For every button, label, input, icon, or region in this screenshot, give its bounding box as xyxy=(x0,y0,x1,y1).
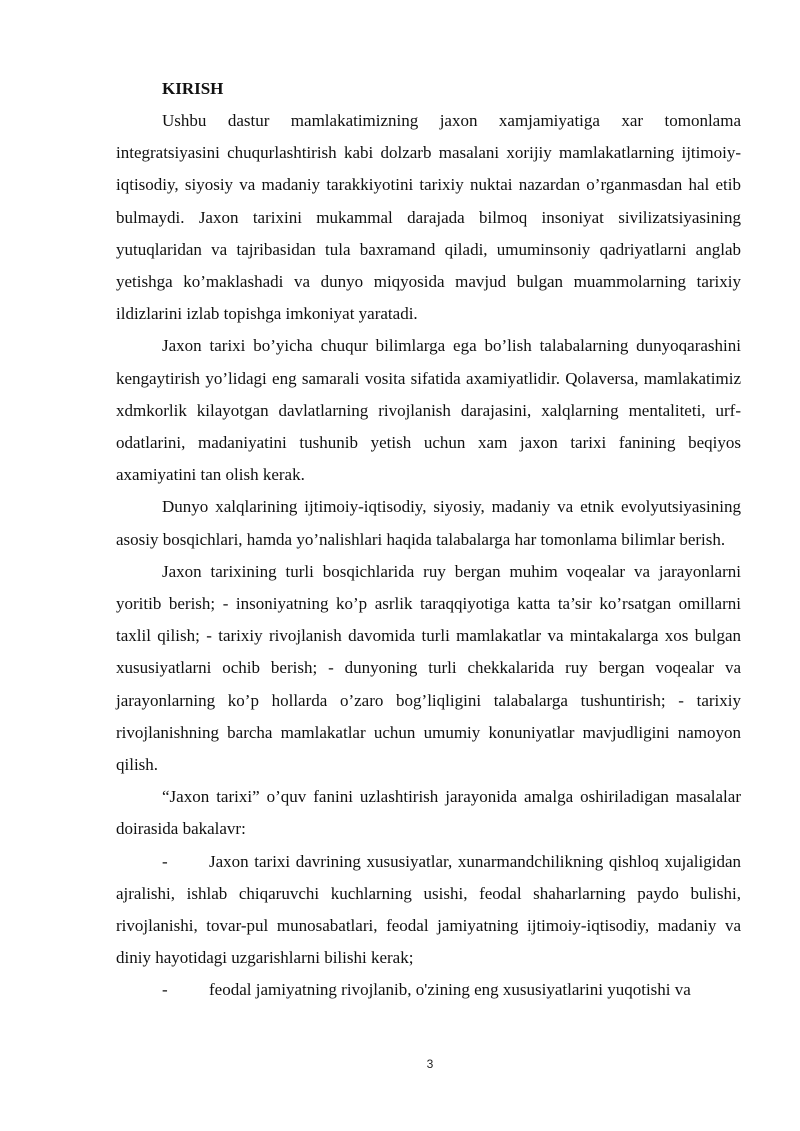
list-item xyxy=(116,974,741,1006)
list-dash-marker: - xyxy=(162,980,168,1000)
paragraph: Jaxon tarixining turli bosqichlarida ruy bergan muhim voqealar va jarayonlarni yoritib berish; - insoniyatning ko’p asrlik taraqqiyotiga katta ta’sir ko’rsatgan omillarni taxlil qilish; - tarixiy rivojlanish davomida turli mamlakatlar va mintakalarga xos bulgan xususiyatlarni ochib berish; - dunyoning turli chekkalarida ruy bergan voqealar va jarayonlarning ko’p hollarda o’zaro bog’liqligini talabalarga tushuntirish; - tarixiy rivojlanishning barcha mamlakatlar uchun umumiy konuniyatlar mavjudligini namoyon qilish. xyxy=(116,561,741,775)
list-item-text: Jaxon tarixi davrining xususiyatlar, xunarmandchilikning qishloq xujaligidan ajralishi, ishlab chiqaruvchi kuchlarning usishi, feodal shaharlarning paydo bulishi, rivojlanishi, tovar-pul munosabatlari, feodal jamiyatning ijtimoiy-iqtisodiy, madaniy va diniy hayotidagi uzgarishlarni bilishi kerak; xyxy=(116,851,741,968)
list-item xyxy=(116,846,741,975)
paragraph: Ushbu dastur mamlakatimizning jaxon xamjamiyatiga xar tomonlama integratsiyasini chuqurlashtirish kabi dolzarb masalani xorijiy mamlakatlarning ijtimoiy-iqtisodiy, siyosiy va madaniy tarakkiyotini tarixiy nuktai nazardan o’rganmasdan hal etib bulmaydi. Jaxon tarixini mukammal darajada bilmoq insoniyat sivilizatsiyasining yutuqlaridan va tajribasidan tula baxramand qiladi, umuminsoniy qadriyatlarni anglab yetishga ko’maklashadi va dunyo miqyosida mavjud bulgan muammolarning tarixiy ildizlarini izlab topishga imkoniyat yaratadi. xyxy=(116,111,741,324)
page-number: 3 xyxy=(426,1057,434,1071)
list-dash-marker: - xyxy=(162,851,168,871)
paragraph: Dunyo xalqlarining ijtimoiy-iqtisodiy, siyosiy, madaniy va etnik evolyutsiyasining asosiy bosqichlari, hamda yo’nalishlari haqida talabalarga har tomonlama bilimlar berish. xyxy=(116,497,741,549)
section-heading: KIRISH xyxy=(162,79,224,98)
list-item-text: feodal jamiyatning rivojlanib, o'zining eng xususiyatlarini yuqotishi va xyxy=(209,980,691,1000)
page-content xyxy=(116,73,741,1007)
paragraph: Jaxon tarixi bo’yicha chuqur bilimlarga ega bo’lish talabalarning dunyoqarashini kengaytirish yo’lidagi eng samarali vosita sifatida axamiyatlidir. Qolaversa, mamlakatimiz xdmkorlik kilayotgan davlatlarning rivojlanish darajasini, xalqlarning mentaliteti, urf-odatlarini, madaniyatini tushunib yetish uchun xam jaxon tarixi fanining beqiyos axamiyatini tan olish kerak. xyxy=(116,336,741,485)
paragraph: “Jaxon tarixi” o’quv fanini uzlashtirish jarayonida amalga oshiriladigan masalalar doirasida bakalavr: xyxy=(116,787,741,839)
